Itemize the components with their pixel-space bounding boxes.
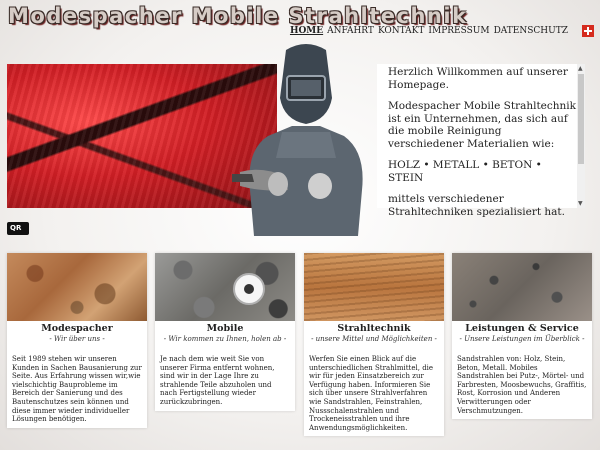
welcome-intro: Modespacher Mobile Strahltechnik ist ein Unternehmen, das sich auf die mobile Reinigung verschiedener Materialien wie:: [388, 100, 577, 150]
card-title: Modespacher: [41, 323, 113, 334]
welcome-materials: HOLZ • METALL • BETON • STEIN: [388, 159, 542, 184]
card-strahltechnik[interactable]: [304, 253, 444, 436]
nav-impressum[interactable]: IMPRESSUM: [428, 26, 490, 36]
qr-code-icon[interactable]: QR: [7, 222, 29, 235]
card-mobile[interactable]: [155, 253, 295, 411]
worker-image: [232, 40, 377, 236]
welcome-textbox: [377, 64, 585, 218]
card-text: Seit 1989 stehen wir unseren Kunden in Sachen Bausanierung zur Seite. Aus Erfahrung wissen wir,wie vielschichtig Bauprobleme im Bereich der Sanierung und des Bautenschutzes sein können und diese immer wieder individueller Lösungen benötigen.: [12, 355, 142, 424]
card-text: Je nach dem wie weit Sie von unserer Firma entfernt wohnen, sind wir in der Lage Ihre zu strahlende Teile abzuholen und nach Fertigstellung wieder zurückzubringen.: [160, 355, 275, 406]
site-logo[interactable]: Modespacher Mobile Strahltechnik: [8, 4, 468, 28]
card-title: Mobile: [206, 323, 244, 334]
nav-datenschutz[interactable]: DATENSCHUTZ: [493, 26, 568, 36]
card-subtitle: - Wir über uns -: [49, 335, 105, 343]
swiss-flag-icon: [582, 25, 594, 37]
card-modespacher[interactable]: [7, 253, 147, 428]
nav-home[interactable]: HOME: [289, 26, 324, 36]
welcome-closing: mittels verschiedener Strahltechniken spezialisiert hat.: [388, 193, 565, 218]
card-subtitle: - Unsere Leistungen im Überblick -: [459, 335, 585, 343]
scroll-thumb[interactable]: [578, 74, 584, 164]
card-leistungen[interactable]: [452, 253, 592, 419]
textbox-scrollbar[interactable]: [577, 64, 585, 208]
card-image-stone: [7, 253, 147, 321]
card-title: Leistungen & Service: [465, 323, 579, 334]
card-image-rocks: [155, 253, 295, 321]
card-title: Strahltechnik: [337, 323, 411, 334]
scroll-down-icon[interactable]: ▼: [578, 200, 583, 207]
card-text: Sandstrahlen von: Holz, Stein, Beton, Metall. Mobiles Sandstrahlen bei Putz-, Mörtel- und Farbresten, Moosbewuchs, Graffitis, Rost, Korrosion und Anderen Verwitterungen oder Verschmutzungen.: [457, 355, 587, 415]
nav-anfahrt[interactable]: ANFAHRT: [327, 26, 374, 36]
card-text: Werfen Sie einen Blick auf die unterschiedlichen Strahlmittel, die wir für jeden Einsatzbereich zur Verfügung haben. Informieren Sie sich über unsere Strahlverfahren wie Sandstrahlen, Feinstrahlen, Nussschalenstrahlen und Trockeneisstrahlen und ihre Anwendungsmöglichkeiten.: [309, 355, 434, 432]
welcome-greeting: Herzlich Willkommen auf unserer Homepage.: [388, 66, 568, 91]
card-subtitle: - Wir kommen zu Ihnen, holen ab -: [163, 335, 287, 343]
card-subtitle: - unsere Mittel und Möglichkeiten -: [311, 335, 437, 343]
card-image-wood: [304, 253, 444, 321]
nav-kontakt[interactable]: KONTAKT: [377, 26, 425, 36]
card-image-granite: [452, 253, 592, 321]
main-nav: [290, 26, 568, 36]
scroll-up-icon[interactable]: ▲: [578, 65, 583, 72]
